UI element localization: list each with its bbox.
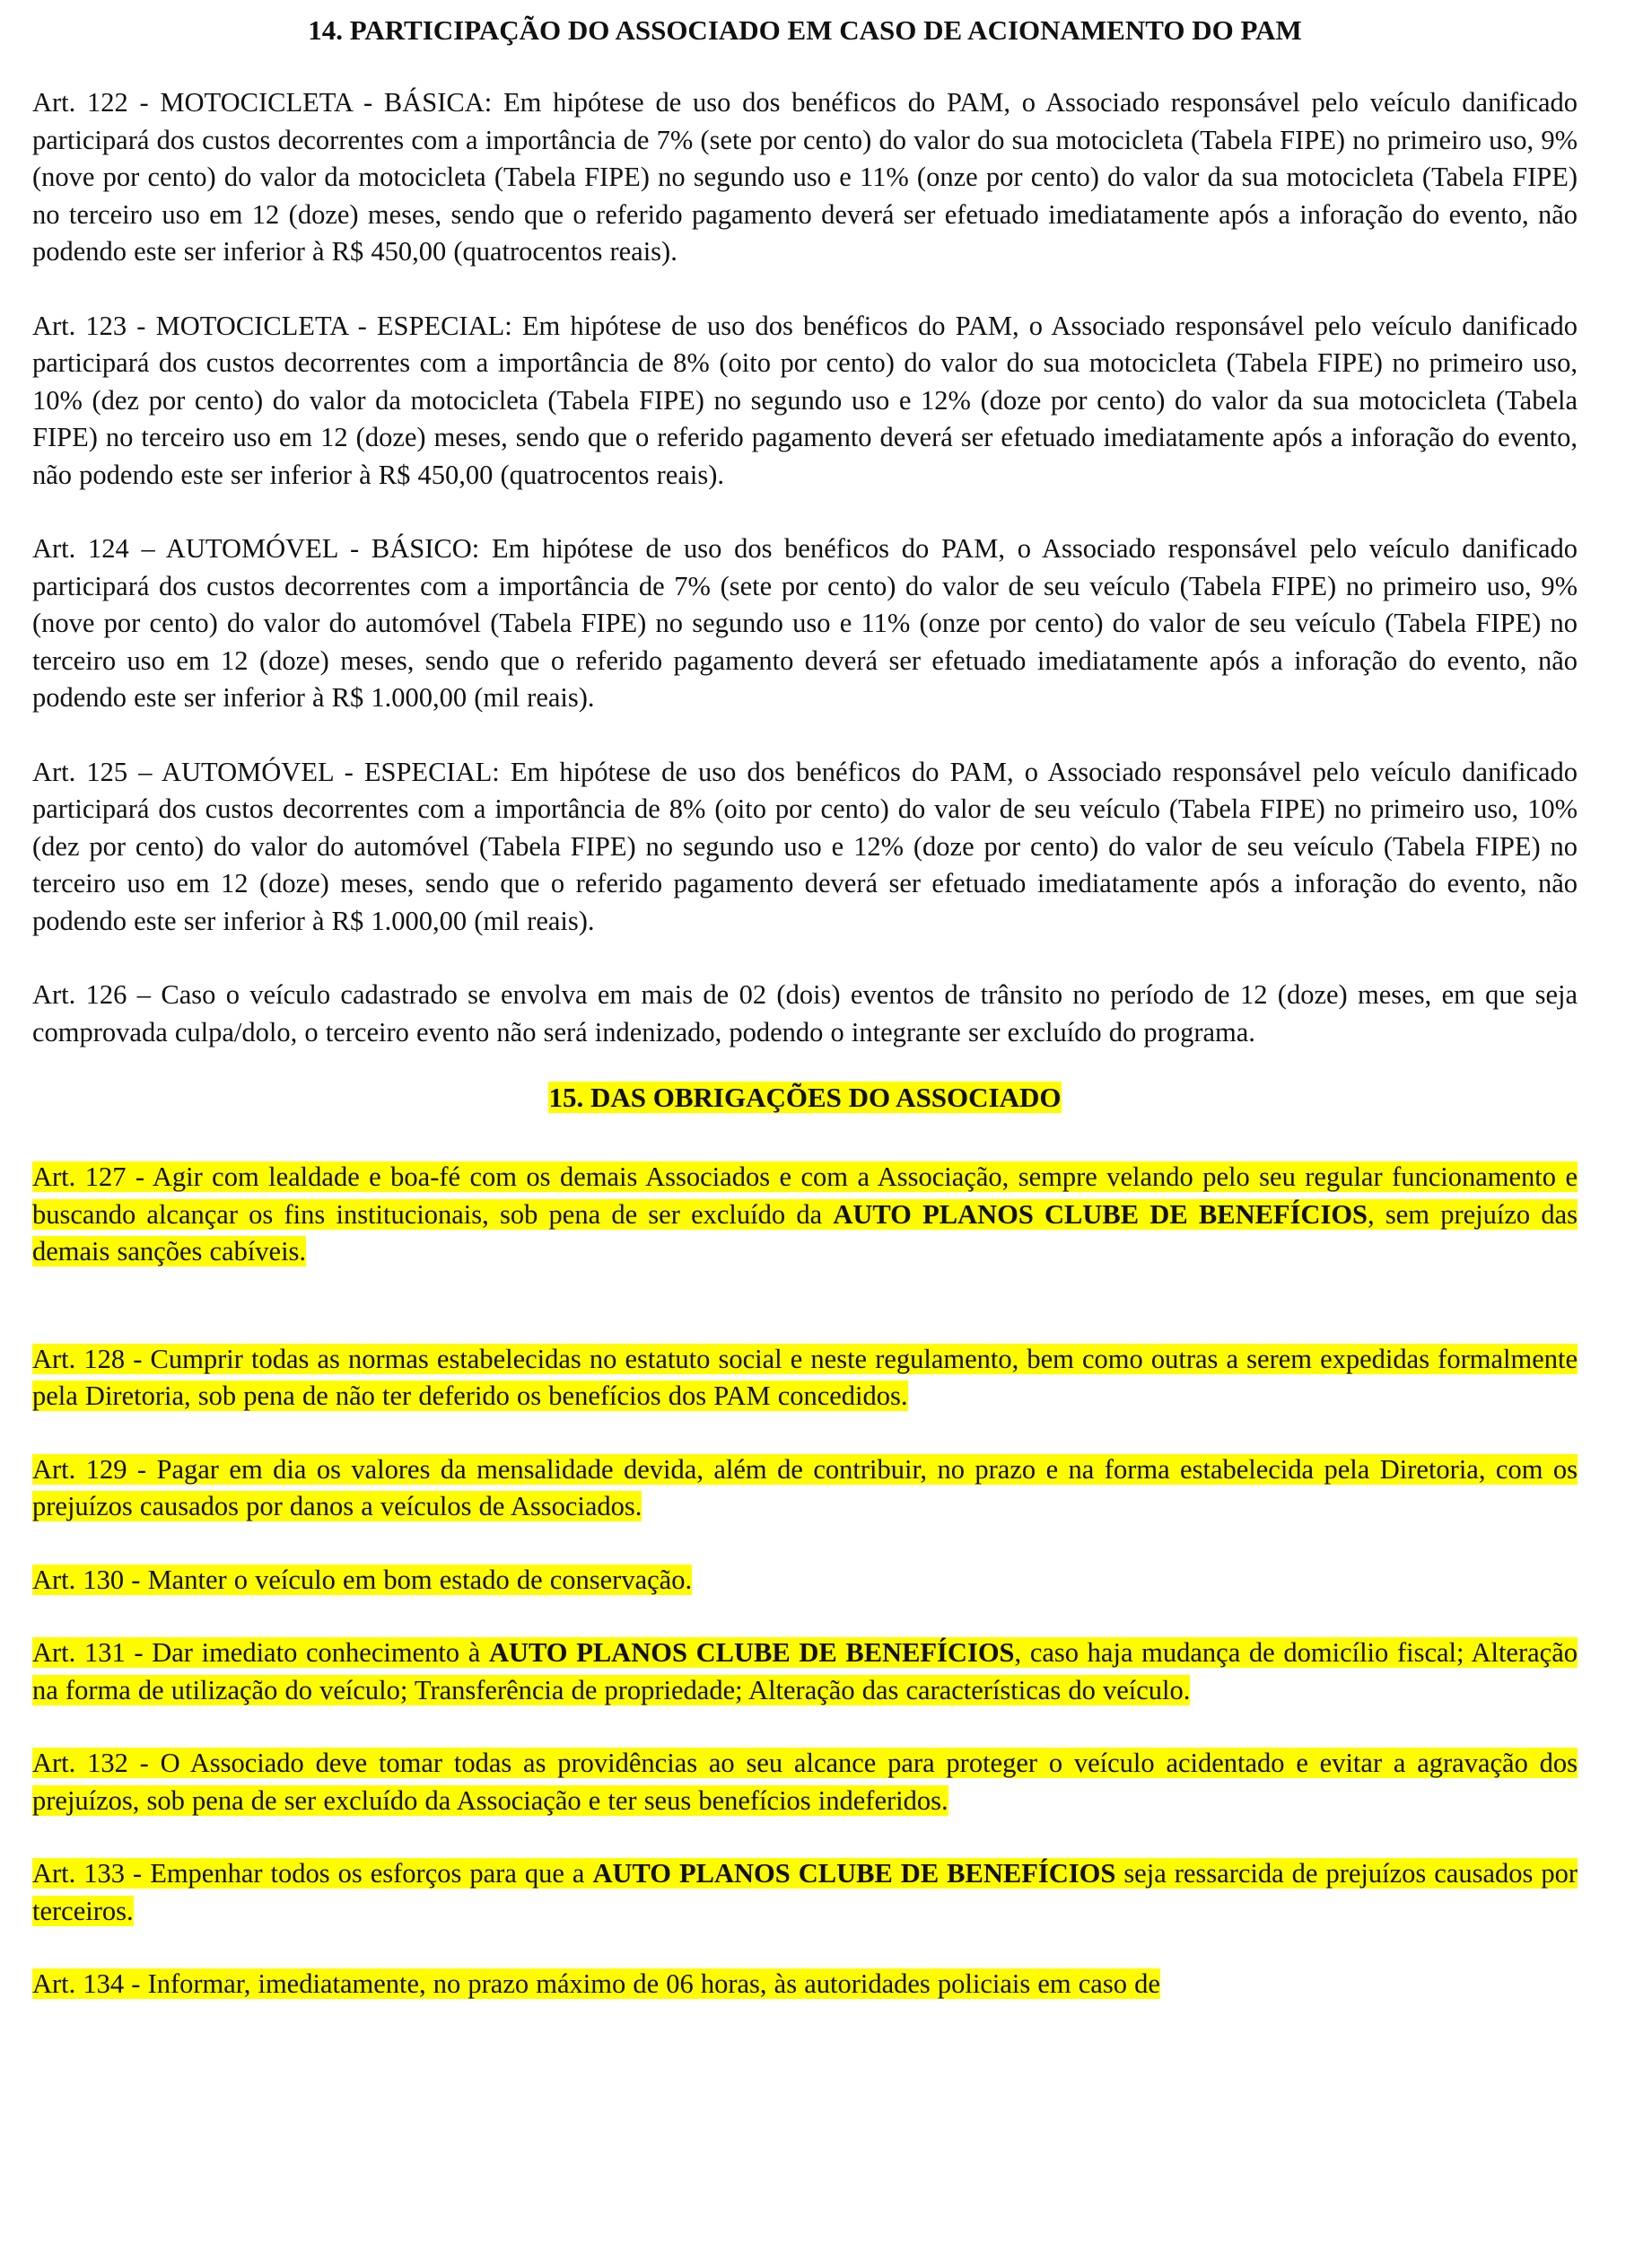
article-131-org-name: AUTO PLANOS CLUBE DE BENEFÍCIOS — [488, 1637, 1015, 1668]
article-128 — [32, 1341, 1578, 1416]
article-134 — [32, 1966, 1578, 2003]
article-133 — [32, 1855, 1578, 1930]
section-15-header — [32, 1080, 1578, 1116]
article-133-text-end: seja ressarcida de prejuízos causados por terceiros. — [32, 1858, 1578, 1926]
article-133-org-name: AUTO PLANOS CLUBE DE BENEFÍCIOS — [592, 1858, 1116, 1889]
article-125: Art. 125 – AUTOMÓVEL - ESPECIAL: Em hipótese de uso dos benéficos do PAM, o Associado responsável pelo veículo danificado participará dos custos decorrentes com a importância de 8% (oito por cento) do valor de seu veículo (Tabela FIPE) no primeiro uso, 10% (dez por cento) do valor do automóvel (Tabela FIPE) no segundo uso e 12% (doze por cento) do valor de seu veículo (Tabela FIPE) no terceiro uso em 12 (doze) meses, sendo que o referido pagamento deverá ser efetuado imediatamente após a inforação do evento, não podendo este ser inferior à R$ 1.000,00 (mil reais). — [32, 756, 1578, 936]
section-15-title: 15. DAS OBRIGAÇÕES DO ASSOCIADO — [548, 1082, 1062, 1113]
article-127 — [32, 1159, 1578, 1271]
article-127-text-end: , sem prejuízo das demais sanções cabíveis. — [32, 1198, 1578, 1267]
article-122: Art. 122 - MOTOCICLETA - BÁSICA: Em hipótese de uso dos benéficos do PAM, o Associado responsável pelo veículo danificado participará dos custos decorrentes com a importância de 7% (sete por cento) do valor do sua motocicleta (Tabela FIPE) no primeiro uso, 9% (nove por cento) do valor da motocicleta (Tabela FIPE) no segundo uso e 11% (onze por cento) do valor da sua motocicleta (Tabela FIPE) no terceiro uso em 12 (doze) meses, sendo que o referido pagamento deverá ser efetuado imediatamente após a inforação do evento, não podendo este ser inferior à R$ 450,00 (quatrocentos reais). — [32, 87, 1578, 267]
article-130-text: Art. 130 - Manter o veículo em bom estado de conservação. — [32, 1564, 693, 1595]
article-126: Art. 126 – Caso o veículo cadastrado se envolva em mais de 02 (dois) eventos de trânsito no período de 12 (doze) meses, em que seja comprovada culpa/dolo, o terceiro evento não será indenizado, podendo o integrante ser excluído do programa. — [32, 979, 1578, 1047]
article-123: Art. 123 - MOTOCICLETA - ESPECIAL: Em hipótese de uso dos benéficos do PAM, o Associado responsável pelo veículo danificado participará dos custos decorrentes com a importância de 8% (oito por cento) do valor do sua motocicleta (Tabela FIPE) no primeiro uso, 10% (dez por cento) do valor da motocicleta (Tabela FIPE) no segundo uso e 12% (doze por cento) do valor da sua motocicleta (Tabela FIPE) no terceiro uso em 12 (doze) meses, sendo que o referido pagamento deverá ser efetuado imediatamente após a inforação do evento, não podendo este ser inferior à R$ 450,00 (quatrocentos reais). — [32, 310, 1578, 490]
article-131-text-end: , caso haja mudança de domicílio fiscal; Alteração na forma de utilização do veículo; Transferência de propriedade; Alteração das características do veículo. — [32, 1637, 1578, 1705]
article-133-highlight — [32, 1858, 1578, 1926]
article-132 — [32, 1745, 1578, 1819]
article-131-text-start: Art. 131 - Dar imediato conhecimento à — [32, 1637, 489, 1668]
article-127-org-name: AUTO PLANOS CLUBE DE BENEFÍCIOS — [833, 1198, 1368, 1230]
document-page — [32, 0, 1578, 2003]
article-124: Art. 124 – AUTOMÓVEL - BÁSICO: Em hipótese de uso dos benéficos do PAM, o Associado responsável pelo veículo danificado participará dos custos decorrentes com a importância de 7% (sete por cento) do valor de seu veículo (Tabela FIPE) no primeiro uso, 9% (nove por cento) do valor do automóvel (Tabela FIPE) no segundo uso e 11% (onze por cento) do valor de seu veículo (Tabela FIPE) no terceiro uso em 12 (doze) meses, sendo que o referido pagamento deverá ser efetuado imediatamente após a inforação do evento, não podendo este ser inferior à R$ 1.000,00 (mil reais). — [32, 533, 1578, 713]
article-133-text-start: Art. 133 - Empenhar todos os esforços para que a — [32, 1858, 593, 1889]
article-131-highlight — [32, 1637, 1578, 1705]
article-130 — [32, 1562, 1578, 1600]
article-132-text: Art. 132 - O Associado deve tomar todas as providências ao seu alcance para proteger o veículo acidentado e evitar a agravação dos prejuízos, sob pena de ser excluído da Associação e ter seus benefícios indeferidos. — [32, 1748, 1578, 1816]
article-129-text: Art. 129 - Pagar em dia os valores da mensalidade devida, além de contribuir, no prazo e na forma estabelecida pela Diretoria, com os prejuízos causados por danos a veículos de Associados. — [32, 1453, 1578, 1521]
section-14-title: 14. PARTICIPAÇÃO DO ASSOCIADO EM CASO DE ACIONAMENTO DO PAM — [308, 14, 1302, 46]
article-131 — [32, 1635, 1578, 1709]
article-127-text-start: Art. 127 - Agir com lealdade e boa-fé com os demais Associados e com a Associação, sempre velando pelo seu regular funcionamento e buscando alcançar os fins institucionais, sob pena de ser excluído da — [32, 1161, 1578, 1230]
article-129 — [32, 1451, 1578, 1526]
article-127-highlight — [32, 1161, 1578, 1267]
article-128-text: Art. 128 - Cumprir todas as normas estabelecidas no estatuto social e neste regulamento, bem como outras a serem expedidas formalmente pela Diretoria, sob pena de não ter deferido os benefícios dos PAM concedidos. — [32, 1343, 1578, 1411]
article-134-text: Art. 134 - Informar, imediatamente, no prazo máximo de 06 horas, às autoridades policiais em caso de — [32, 1968, 1160, 1999]
